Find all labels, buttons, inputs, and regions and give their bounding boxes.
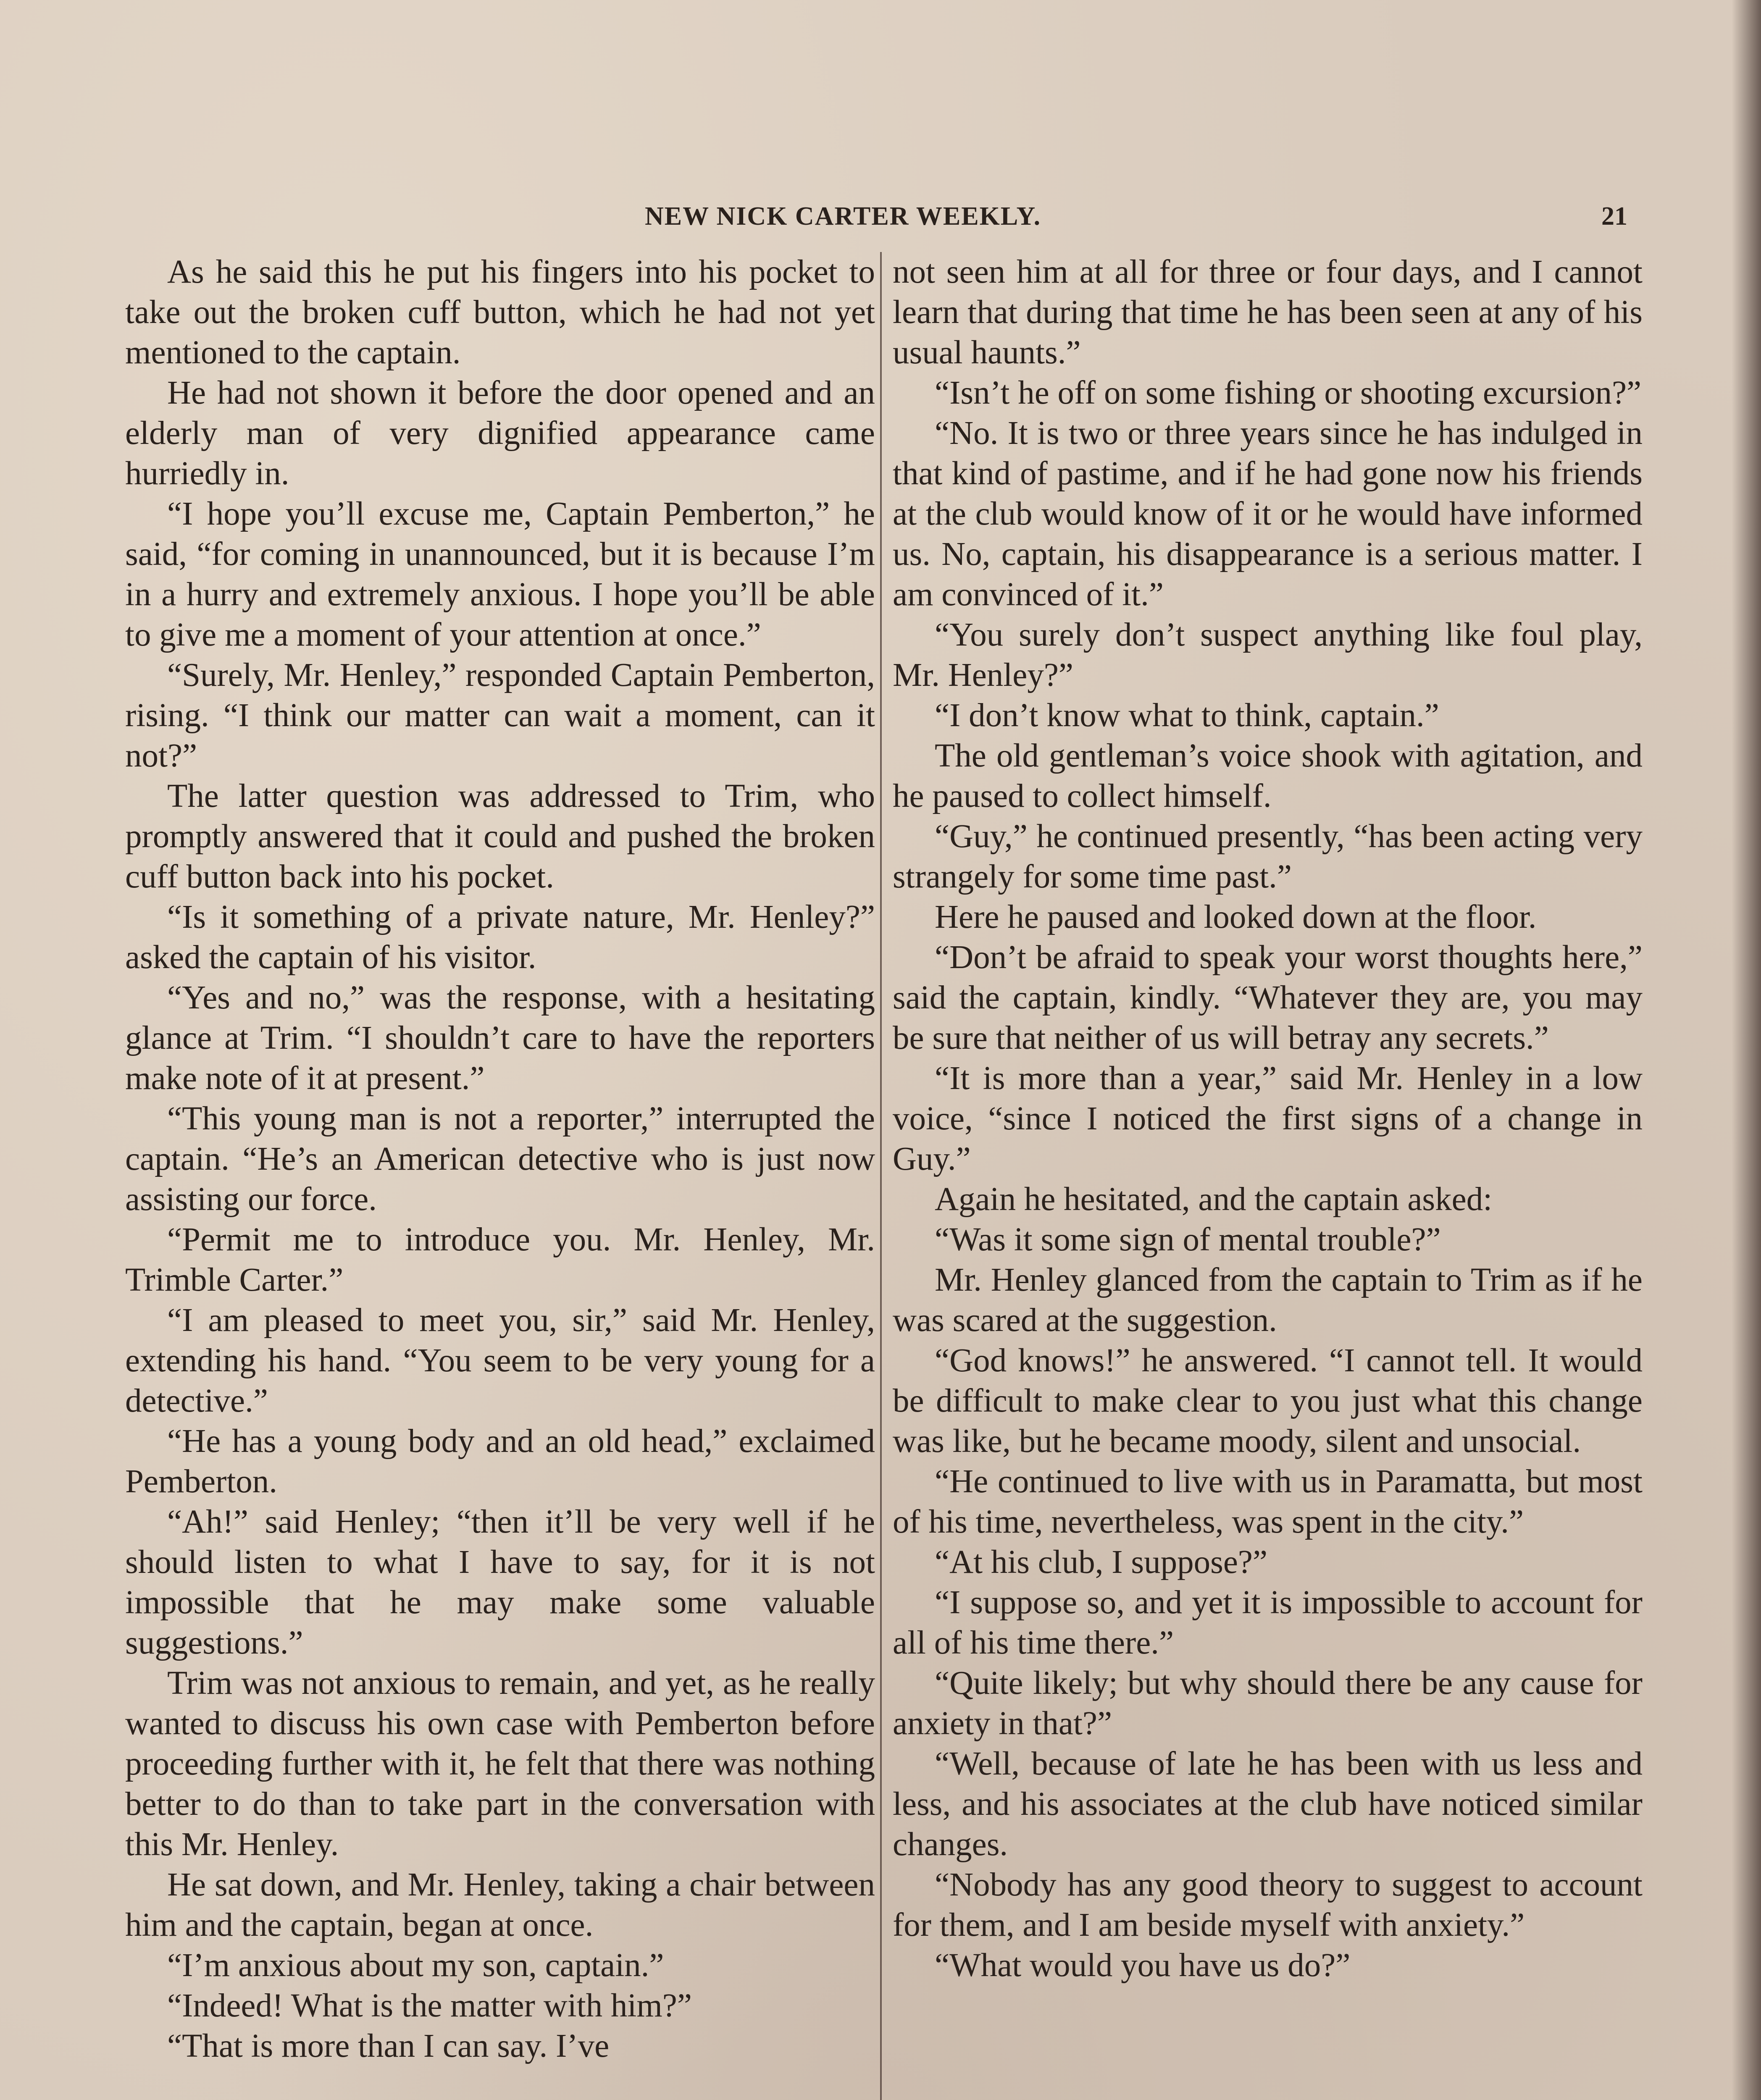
paragraph: “Nobody has any good theory to suggest to account for them, and I am beside myself with anxiety.” — [893, 1866, 1643, 1943]
paragraph: He had not shown it before the door opened and an elderly man of very dignified appearance came hurriedly in. — [125, 375, 875, 492]
page-edge-shadow — [1732, 0, 1761, 2100]
paragraph-continuation: not seen him at all for three or four days, and I cannot learn that during that time he has been seen at any of his usual haunts.” — [893, 254, 1643, 371]
paragraph: “Surely, Mr. Henley,” responded Captain Pemberton, rising. “I think our matter can wait a moment, can it not?” — [125, 657, 875, 774]
paragraph: “Indeed! What is the matter with him?” — [167, 1987, 692, 2024]
running-header — [0, 202, 1761, 235]
paragraph: The latter question was addressed to Trim, who promptly answered that it could and pushed the broken cuff button back into his pocket. — [125, 778, 875, 895]
paragraph: “This young man is not a reporter,” interrupted the captain. “He’s an American detective who is just now assisting our force. — [125, 1100, 875, 1218]
paragraph: Again he hesitated, and the captain asked: — [935, 1181, 1493, 1218]
paragraph: “I suppose so, and yet it is impossible to account for all of his time there.” — [893, 1584, 1643, 1661]
paragraph: “Was it some sign of mental trouble?” — [935, 1221, 1441, 1258]
paragraph: “Ah!” said Henley; “then it’ll be very well if he should listen to what I have to say, for it is not impossible that he may make some valuable suggestions.” — [125, 1504, 875, 1661]
paragraph: “I’m anxious about my son, captain.” — [167, 1947, 664, 1984]
paragraph: “Is it something of a private nature, Mr. Henley?” asked the captain of his visitor. — [125, 899, 875, 976]
paragraph: “Quite likely; but why should there be any cause for anxiety in that?” — [893, 1665, 1643, 1742]
paragraph: “What would you have us do?” — [935, 1947, 1351, 1984]
paragraph: “God knows!” he answered. “I cannot tell. It would be difficult to make clear to you just what this change was like, but he became moody, silent and unsocial. — [893, 1342, 1643, 1460]
paragraph: “I don’t know what to think, captain.” — [935, 697, 1439, 734]
paragraph: As he said this he put his fingers into his pocket to take out the broken cuff button, which he had not yet mentioned to the captain. — [125, 254, 875, 371]
paragraph: “No. It is two or three years since he has indulged in that kind of pastime, and if he had gone now his friends at the club would know of it or he would have informed us. No, captain, his disappearance is a serious matter. I am convinced of it.” — [893, 415, 1643, 613]
paragraph: “He continued to live with us in Paramatta, but most of his time, nevertheless, was spent in the city.” — [893, 1463, 1643, 1540]
paragraph: “At his club, I suppose?” — [935, 1544, 1268, 1580]
paragraph: “Don’t be afraid to speak your worst thoughts here,” said the captain, kindly. “Whatever they are, you may be sure that neither of us will betray any secrets.” — [893, 939, 1643, 1056]
paragraph: “Well, because of late he has been with us less and less, and his associates at the club have noticed similar changes. — [893, 1746, 1643, 1863]
paragraph: “Guy,” he continued presently, “has been acting very strangely for some time past.” — [893, 818, 1643, 895]
magazine-title: NEW NICK CARTER WEEKLY. — [645, 202, 1041, 231]
paragraph: “Permit me to introduce you. Mr. Henley, Mr. Trimble Carter.” — [125, 1221, 875, 1298]
left-column — [125, 252, 875, 2066]
paragraph: “It is more than a year,” said Mr. Henley in a low voice, “since I noticed the first signs of a change in Guy.” — [893, 1060, 1643, 1177]
paragraph: “Yes and no,” was the response, with a hesitating glance at Trim. “I shouldn’t care to have the reporters make note of it at present.” — [125, 979, 875, 1097]
column-divider — [880, 252, 882, 2100]
right-column — [893, 252, 1643, 1986]
paragraph: The old gentleman’s voice shook with agitation, and he paused to collect himself. — [893, 738, 1643, 814]
paragraph: “That is more than I can say. I’ve — [167, 2028, 610, 2064]
paragraph: “You surely don’t suspect anything like foul play, Mr. Henley?” — [893, 617, 1643, 693]
paragraph: Trim was not anxious to remain, and yet, as he really wanted to discuss his own case with Pemberton before proceeding further with it, he felt that there was nothing better to do than to take part in the conversation with this Mr. Henley. — [125, 1665, 875, 1863]
paragraph: Here he paused and looked down at the floor. — [935, 899, 1537, 935]
paragraph: “Isn’t he off on some fishing or shooting excursion?” — [935, 375, 1642, 411]
paragraph: “I hope you’ll excuse me, Captain Pemberton,” he said, “for coming in unannounced, but it is because I’m in a hurry and extremely anxious. I hope you’ll be able to give me a moment of your attention at once.” — [125, 496, 875, 653]
page-number: 21 — [1601, 202, 1627, 231]
paragraph: Mr. Henley glanced from the captain to Trim as if he was scared at the suggestion. — [893, 1262, 1643, 1339]
paragraph: “I am pleased to meet you, sir,” said Mr. Henley, extending his hand. “You seem to be very young for a detective.” — [125, 1302, 875, 1419]
paragraph: “He has a young body and an old head,” exclaimed Pemberton. — [125, 1423, 875, 1500]
paragraph: He sat down, and Mr. Henley, taking a chair between him and the captain, began at once. — [125, 1866, 875, 1943]
